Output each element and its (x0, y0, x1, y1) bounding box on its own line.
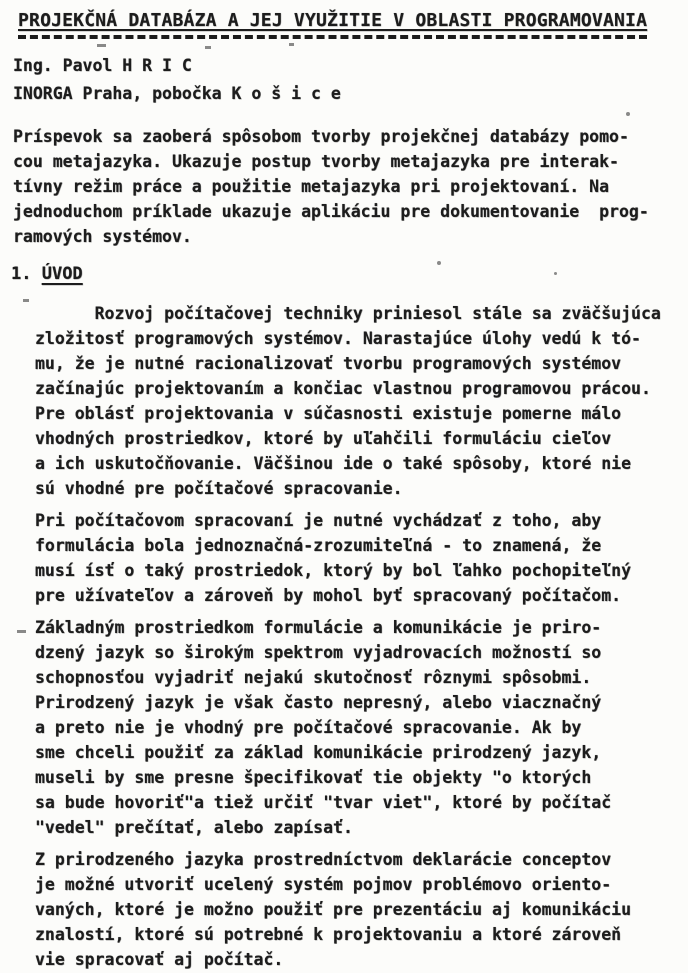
text-line: formulácia bola jednoznačná-zrozumiteľná - to znamená, že (35, 536, 602, 555)
scan-speck (289, 43, 294, 46)
scan-speck (97, 44, 106, 47)
section-title: ÚVOD (41, 264, 83, 284)
author-affiliation: INORGA Praha, pobočka K o š i c e (13, 84, 341, 103)
text-line: Základným prostriedkom formulácie a komunikácie je priro- (35, 618, 602, 637)
text-line: museli by sme presne špecifikovať tie objekty "o ktorých (35, 768, 592, 787)
text-line: ramových systémov. (13, 227, 192, 246)
scan-speck (205, 46, 211, 49)
paragraph (35, 615, 661, 840)
text-line: pre užívateľov a zároveň by mohol byť spracovaný počítačom. (35, 586, 622, 605)
section-number: 1. (11, 264, 42, 284)
text-line: Pri počítačovom spracovaní je nutné vychádzať z toho, aby (35, 511, 602, 530)
paragraph (35, 508, 661, 608)
scan-speck (626, 112, 630, 116)
document-title (18, 10, 647, 39)
scan-speck (23, 299, 29, 302)
text-line: "vedel" prečítať, alebo zapísať. (35, 818, 353, 837)
text-line: Rozvoj počítačovej techniky priniesol stále sa zväčšujúca (35, 304, 661, 323)
text-line: tívny režim práce a použitie metajazyka pri projektovaní. Na (13, 177, 610, 196)
text-line: je možné utvoriť ucelený systém pojmov problémovo oriento- (35, 875, 612, 894)
text-line: vhodných prostriedkov, ktoré by uľahčili formuláciu cieľov (35, 429, 612, 448)
text-line: Z prirodzeného jazyka prostredníctvom deklarácie conceptov (35, 850, 612, 869)
text-line: schopnosťou vyjadriť nejakú skutočnosť rôznymi spôsobmi. (35, 668, 592, 687)
text-line: Prirodzený jazyk je však často nepresný, alebo viacznačný (35, 693, 602, 712)
section-body (35, 301, 661, 973)
author-name: Ing. Pavol H R I C (13, 56, 192, 75)
section-heading (11, 264, 83, 284)
scan-speck (554, 272, 557, 275)
text-line: a ich uskutočňovanie. Väčšinou ide o také spôsoby, ktoré nie (35, 454, 632, 473)
text-line: musí ísť o taký prostriedok, ktorý by bol ľahko pochopiteľný (35, 561, 632, 580)
paragraph (35, 847, 661, 972)
text-line: Príspevok sa zaoberá spôsobom tvorby projekčnej databázy pomo- (13, 127, 629, 146)
text-line: začínajúc projektovaním a končiac vlastnou programovou prácou. (35, 379, 651, 398)
text-line: jednoduchom príklade ukazuje aplikáciu pre dokumentovanie prog- (13, 202, 649, 221)
scan-speck (437, 261, 441, 265)
text-line: zložitosť programových systémov. Narastajúce úlohy vedú k tó- (35, 329, 641, 348)
abstract (13, 124, 649, 249)
text-line: a preto nie je vhodný pre počítačové spracovanie. Ak by (35, 718, 582, 737)
paragraph (35, 301, 661, 501)
text-line: znalostí, ktoré sú potrebné k projektovaniu a ktoré zároveň (35, 925, 622, 944)
text-line: vaných, ktoré je možno použiť pre prezentáciu aj komunikáciu (35, 900, 632, 919)
text-line: cou metajazyka. Ukazuje postup tvorby metajazyka pre interak- (13, 152, 619, 171)
text-line: mu, že je nutné racionalizovať tvorbu programových systémov (35, 354, 622, 373)
text-line: vie spracovať aj počítač. (35, 950, 284, 969)
text-line: sú vhodné pre počítačové spracovanie. (35, 479, 403, 498)
scan-speck (17, 630, 26, 633)
author-block (13, 52, 341, 108)
text-line: sme chceli použiť za základ komunikácie prirodzený jazyk, (35, 743, 602, 762)
text-line: dzený jazyk so širokým spektrom vyjadrovacích možností so (35, 643, 602, 662)
text-line: Pre oblásť projektovania v súčasnosti existuje pomerne málo (35, 404, 622, 423)
document-title-text: PROJEKČNÁ DATABÁZA A JEJ VYUŽITIE V OBLASTI PROGRAMOVANIA (18, 10, 648, 31)
text-line: sa bude hovoriť"a tiež určiť "tvar viet", ktoré by počítač (35, 793, 612, 812)
